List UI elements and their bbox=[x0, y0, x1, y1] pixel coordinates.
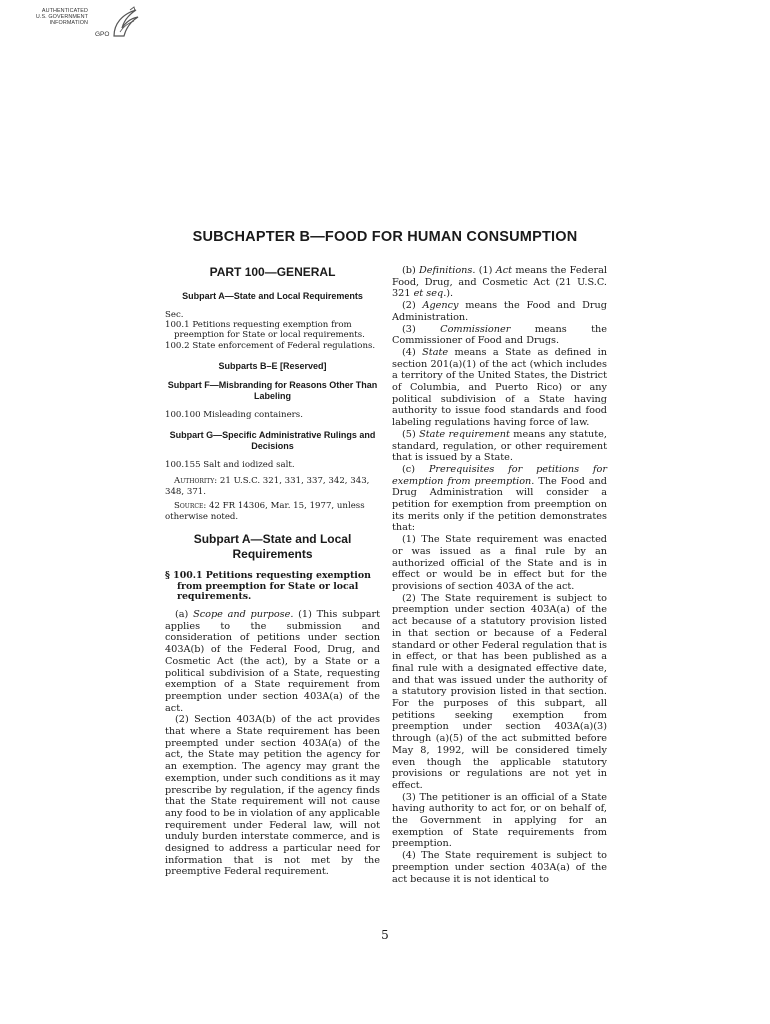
toc-subparts-b-e: Subparts B–E [Reserved] bbox=[218, 360, 327, 371]
paragraph-a2: (2) Section 403A(b) of the act provides that where a State requirement has been preempted under section 403A(a) of the act, the State may petition the agency for an exemption. The agency may grant the exemption, under such conditions as it may prescribe by regulation, if the agency finds that the State requirement will not cause any food to be in violation of any applicable requirement under Federal law, will not unduly burden interstate commerce, and is designed to address a particular need for information that is not met by the preemptive Federal requirement. bbox=[165, 714, 380, 878]
toc-entry-100-100: 100.100 Misleading containers. bbox=[165, 409, 303, 420]
paragraph-b5: (5) State requirement means any statute, standard, regulation, or other requirement that is issued by a State. bbox=[392, 428, 607, 464]
toc-subpart-f: Subpart F—Misbranding for Reasons Other Than Labeling bbox=[167, 379, 378, 401]
toc-subpart-g: Subpart G—Specific Administrative Rulings and Decisions bbox=[169, 430, 376, 452]
toc-entry-100-1: 100.1 Petitions requesting exemption from preemption for State or local requirements. bbox=[165, 320, 365, 341]
gpo-mark: GPO bbox=[95, 31, 110, 38]
logo-text: AUTHENTICATED U.S. GOVERNMENT INFORMATION bbox=[35, 8, 88, 27]
paragraph-c4: (4) The State requirement is subject to preemption under section 403A(a) of the act because it is not identical to bbox=[392, 850, 607, 885]
page-number: 5 bbox=[381, 928, 389, 942]
paragraph-c3: (3) The petitioner is an official of a State having authority to act for, or on behalf of, the Government in applying for an exemption of State requirements from preemption. bbox=[392, 791, 607, 850]
paragraph-c2: (2) The State requirement is subject to preemption under section 403A(a) of the act because of a statutory provision listed in that section or because of a Federal standard or other Federal regulation that is in effect, or that has been published as a final rule with a designated effective date, and that was issued under the authority of a statutory provision listed in that section. For the purposes of this subpart, all petitions seeking exemption from preemption under section 403A(a)(3) through (a)(5) of the act submitted before May 8, 1992, will be considered timely even though the applicable statutory provisions or regulations are not yet in effect. bbox=[392, 592, 607, 791]
toc-sec-label: Sec. bbox=[165, 309, 184, 320]
paragraph-a1: (a) Scope and purpose. (1) This subpart applies to the submission and consideration of petitions under section 403A(b) of the Federal Food, Drug, and Cosmetic Act (the act), by a State or a political subdivision of a State, requesting exemption of a State requirement from preemption under section 403A(a) of the act. bbox=[165, 608, 380, 714]
authority-note: Authority: 21 U.S.C. 321, 331, 337, 342, 343, 348, 371. bbox=[165, 476, 370, 497]
paragraph-c: (c) Prerequisites for petitions for exemption from preemption. The Food and Drug Administration will consider a petition for exemption from preemption on its merits only if the petition demonstrates that: bbox=[392, 463, 607, 534]
gpo-authentication-logo bbox=[30, 4, 145, 46]
right-column bbox=[392, 265, 607, 885]
left-column bbox=[165, 265, 380, 878]
eagle-icon bbox=[110, 6, 142, 42]
section-100-1-heading: § 100.1 Petitions requesting exemption from preemption for State or local requirements. bbox=[165, 570, 371, 603]
paragraph-b3: (3) Commissioner means the Commissioner of Food and Drugs. bbox=[392, 323, 607, 347]
toc-entry-100-155: 100.155 Salt and iodized salt. bbox=[165, 460, 295, 471]
paragraph-c1: (1) The State requirement was enacted or was issued as a final rule by an authorized official of the State and is in effect or would be in effect but for the provisions of section 403A of the act. bbox=[392, 534, 607, 592]
toc-subpart-a: Subpart A—State and Local Requirements bbox=[182, 290, 363, 301]
source-note: Source: 42 FR 14306, Mar. 15, 1977, unless otherwise noted. bbox=[165, 501, 365, 522]
part-title: PART 100—GENERAL bbox=[209, 265, 336, 279]
toc-entry-100-2: 100.2 State enforcement of Federal regulations. bbox=[165, 340, 376, 351]
paragraph-b2: (2) Agency means the Food and Drug Administration. bbox=[392, 300, 608, 323]
subpart-a-heading: Subpart A—State and Local Requirements bbox=[193, 532, 352, 561]
paragraph-b4: (4) State means a State as defined in section 201(a)(1) of the act (which includes a territory of the United States, the District of Columbia, and Puerto Rico) or any political subdivision of a State having authority to issue food standards and food labeling regulations having force of law. bbox=[392, 346, 607, 429]
subchapter-heading: SUBCHAPTER B—FOOD FOR HUMAN CONSUMPTION bbox=[192, 229, 578, 245]
paragraph-b1: (b) Definitions. (1) Act means the Federal Food, Drug, and Cosmetic Act (21 U.S.C. 321 et seq.). bbox=[392, 265, 607, 300]
